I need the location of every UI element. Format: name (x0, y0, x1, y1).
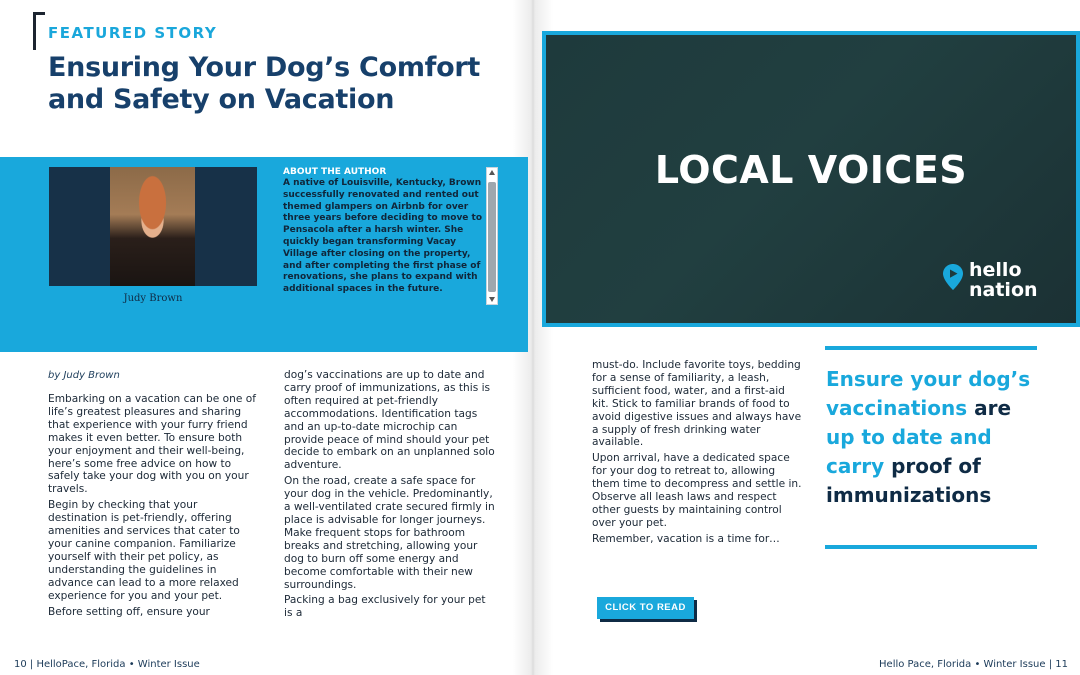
paragraph: Upon arrival, have a dedicated space for your dog to retreat to, allowing them time to decompress and settle in. Observe all leash laws and respect other guests by maintaining control over your pet. (592, 452, 802, 529)
pullquote-part: date and carry (826, 425, 992, 478)
about-author-scrollbar[interactable] (486, 167, 498, 305)
scroll-up-icon[interactable] (489, 170, 495, 175)
article-column-2 (284, 369, 496, 623)
section-kicker: FEATURED STORY (48, 24, 218, 42)
logo-line-1: hello (969, 259, 1022, 281)
paragraph: dog’s vaccinations are up to date and carry proof of immunizations, as this is often required at pet-friendly accommodations. Identification tags and an up-to-date microchip can provide peace of mind should your pet decide to embark on an unplanned solo adventure. (284, 369, 495, 472)
pullquote-part: up to (826, 425, 885, 449)
location-pin-icon (943, 264, 963, 290)
ad-title: LOCAL VOICES (654, 148, 968, 192)
paragraph: Remember, vacation is a time for… (592, 532, 780, 545)
hello-nation-logo (943, 259, 1063, 306)
logo-wordmark (969, 260, 1038, 300)
folio-right: Hello Pace, Florida • Winter Issue | 11 (879, 659, 1068, 670)
pullquote-part: Ensure your dog’s vaccinations (826, 367, 1031, 420)
paragraph: Begin by checking that your destination is pet-friendly, offering amenities and services that cater to your canine companion. Familiarize yourself with their pet policy, as understanding the guidelines in advance can lead to a more relaxed experience for you and your pet. (48, 499, 240, 602)
paragraph: On the road, create a safe space for your dog in the vehicle. Predominantly, a well-ventilated crate secured firmly in place is advisable for longer journeys. Make frequent stops for bathroom breaks and stretching, allowing your dog to burn off some energy and become comfortable with their new surroundings. (284, 475, 495, 591)
pullquote-rule-bottom (825, 545, 1037, 549)
pullquote-rule-top (825, 346, 1037, 350)
scroll-thumb[interactable] (488, 182, 496, 292)
pullquote-part: proof of immunizations (826, 454, 992, 507)
article-column-3 (592, 359, 804, 549)
paragraph: must-do. Include favorite toys, bedding for a sense of familiarity, a leash, sufficient food, water, and a first-aid kit. Stick to familiar brands of food to avoid digestive issues and always have a supply of fresh drinking water available. (592, 359, 802, 449)
pullquote-part: are (974, 396, 1012, 420)
pull-quote (826, 365, 1041, 510)
article-byline: by Judy Brown (48, 370, 120, 381)
logo-line-2: nation (969, 279, 1038, 301)
about-author-heading: ABOUT THE AUTHOR (283, 167, 387, 177)
paragraph: Packing a bag exclusively for your pet is a (284, 594, 486, 620)
paragraph: Embarking on a vacation can be one of life’s greatest pleasures and sharing that experience with your furry friend makes it even better. To ensure both your enjoyment and their well-being, here’s some free advice on how to safely take your dog with you on your travels. (48, 393, 256, 496)
author-photo-caption: Judy Brown (49, 286, 257, 311)
click-to-read-button[interactable]: CLICK TO READ (597, 597, 694, 619)
corner-bracket-decoration (33, 12, 45, 50)
folio-left: 10 | HelloPace, Florida • Winter Issue (14, 659, 200, 670)
author-photo (110, 167, 195, 286)
article-column-1 (48, 393, 260, 621)
paragraph: Before setting off, ensure your (48, 605, 210, 618)
article-headline: Ensuring Your Dog’s Comfort and Safety on Vacation (48, 52, 480, 115)
scroll-down-icon[interactable] (489, 297, 495, 302)
about-author-text: A native of Louisville, Kentucky, Brown successfully renovated and rented out themed glampers on Airbnb for over three years before deciding to move to Pensacola after a harsh winter. She quickly began transforming Vacay Village after closing on the property, and after completing the first phase of renovations, she plans to expand with additional spaces in the future. (283, 178, 483, 295)
